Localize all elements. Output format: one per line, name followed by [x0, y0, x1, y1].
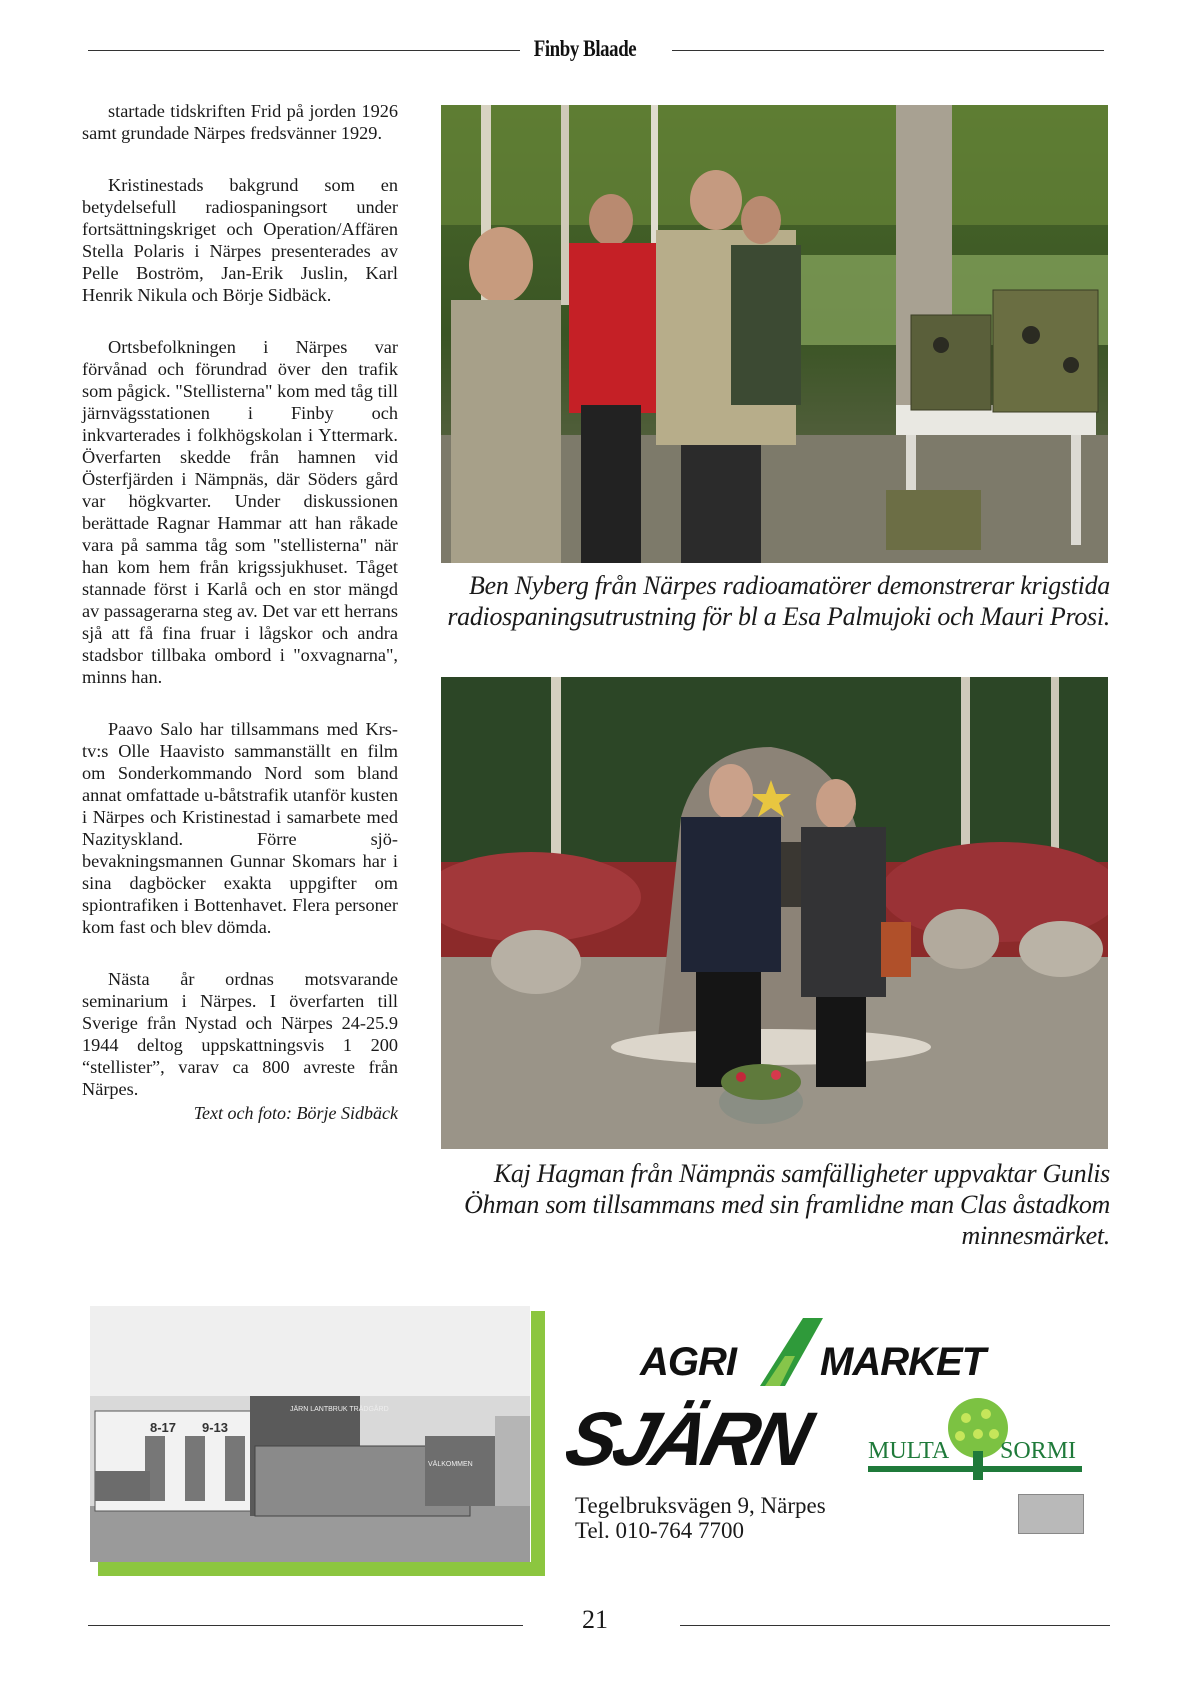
- sjarn-logo: SJÄRN: [557, 1397, 817, 1482]
- agrimarket-logo-agri: AGRI: [640, 1340, 736, 1384]
- photo1-caption: Ben Nyberg från Närpes radioamatörer demonstrerar krigstida radiospaningsutrustning för bl a Esa Palmujoki och Mauri Prosi.: [447, 571, 1110, 631]
- running-header-title: Finby Blaade: [533, 36, 637, 61]
- header-rule-right: [672, 50, 1104, 51]
- multa-sormi-underline: [868, 1466, 1082, 1472]
- ad-store-photo-frame-bottom: [98, 1562, 545, 1576]
- ad-store-photo: [90, 1306, 530, 1562]
- ad-address-phone: Tel. 010-764 7700: [575, 1518, 744, 1543]
- article-paragraph: Nästa år ordnas motsvarande seminarium i Närpes. I överfarten till Sverige från Nystad och Närpes 24-25.9 1944 deltog uppskattningsvis 1 200 “stellister”, varav ca 800 avreste från Närpes.: [82, 969, 398, 1099]
- store-sign-jarn: JÄRN LANTBRUK TRÄDGÅRD: [290, 1406, 389, 1413]
- store-sign-hours-weekday: 8-17: [150, 1420, 177, 1435]
- store-sign-hours-weekend: 9-13: [202, 1420, 229, 1435]
- ad-address: [575, 1493, 826, 1543]
- photo-memorial-stone: [441, 677, 1108, 1149]
- store-sign-valkommen: VÄLKOMMEN: [428, 1461, 473, 1468]
- multa-sormi-logo-multa: MULTA: [868, 1438, 950, 1464]
- multa-sormi-logo-sormi: SORMI: [1000, 1438, 1077, 1464]
- ad-address-street: Tegelbruksvägen 9, Närpes: [575, 1493, 826, 1518]
- article-column: [82, 100, 398, 1124]
- multa-sormi-logo: [868, 1396, 1088, 1481]
- agrimarket-logo: [640, 1318, 986, 1388]
- footer-rule-left: [88, 1625, 523, 1626]
- photo-credit: Text och foto: Börje Sidbäck: [193, 1103, 398, 1123]
- article-paragraph: Kristinestads bakgrund som en betydelsefull radiospaningsort under fortsättningskriget och Operation/Affären Stella Polaris i Närpes presenterades av Pelle Boström, Jan-Erik Juslin, Karl Henrik Nikula och Börje Sidbäck.: [82, 175, 398, 305]
- article-paragraph: Ortsbefolkningen i Närpes var förvånad och förundrad över den trafik som pågick. "Stellisterna" kom med tåg till järnvägsstationen i Finby och inkvarterades i folkhögskolan i Yttermark. Överfarten skedde från hamnen vid Österfjärden i Nämpnäs, där Söders gård var högkvarter. Under diskussionen berättade Ragnar Hammar att han råkade vara på samma tåg som "stellisterna" när han kom hem från krigssjukhuset. Tåget stannade först i Karlå och en stor mängd av passagerarna steg av. Det var ett herrans sjå att få fina fruar i lågskor och andra stadsbor tillbaka ombord i "oxvagnarna", minns han.: [82, 337, 398, 687]
- article-paragraph: startade tidskriften Frid på jorden 1926 samt grundade Närpes fredsvänner 1929.: [82, 101, 398, 143]
- header-rule-left: [88, 50, 520, 51]
- article-paragraph: Paavo Salo har tillsammans med Krs-tv:s Olle Haavisto sammanställt en film om Sonderkommando Nord som bland annat omfattade u-båtstrafik utanför kusten i Närpes och Kristinestad i samarbete med Nazityskland. Förre sjö-bevakningsmannen Gunnar Skomars har i sina dagböcker exakta uppgifter om spiontrafiken i Bottenhavet. Flera personer kom fast och blev dömda.: [82, 719, 398, 937]
- agrimarket-logo-market: MARKET: [820, 1340, 986, 1384]
- certificate-badge-icon: [1018, 1494, 1084, 1534]
- photo2-caption: Kaj Hagman från Nämpnäs samfälligheter uppvaktar Gunlis Öhman som tillsammans med sin framlidne man Clas åstadkom minnesmärket.: [464, 1159, 1110, 1250]
- agrimarket-leaf-icon: [755, 1318, 825, 1388]
- footer-rule-right: [680, 1625, 1110, 1626]
- page-number: 21: [582, 1605, 608, 1634]
- ad-store-photo-frame: [531, 1311, 545, 1576]
- photo-radio-demonstration: [441, 105, 1108, 563]
